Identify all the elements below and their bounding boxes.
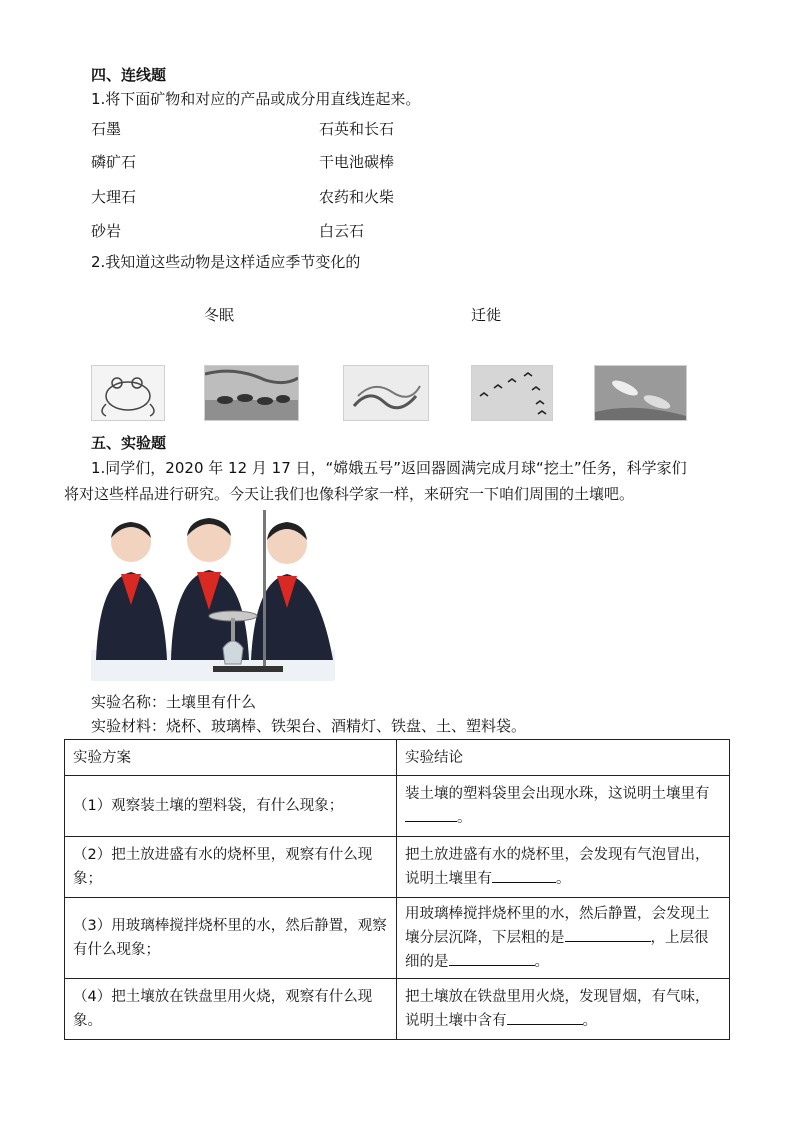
product-right-2: 干电池碳棒 <box>319 153 395 171</box>
conclusion-end: 。 <box>457 810 472 826</box>
conclusion-cell <box>397 837 730 898</box>
table-row <box>65 776 730 837</box>
conclusion-cell <box>397 979 730 1040</box>
answer-blank[interactable] <box>449 951 535 966</box>
plan-cell: （2）把土放进盛有水的烧杯里，观察有什么现象； <box>65 837 397 898</box>
conclusion-text: 装土壤的塑料袋里会出现水珠，这说明土壤里有 <box>405 786 710 802</box>
label-migration: 迁徙 <box>471 306 502 324</box>
section4-title: 四、连线题 <box>91 66 167 84</box>
table-row <box>65 837 730 898</box>
mineral-left-3: 大理石 <box>91 188 137 206</box>
mineral-left-2: 磷矿石 <box>91 153 137 171</box>
birds-icon <box>471 365 553 421</box>
experiment-table <box>64 739 730 1040</box>
table-row <box>65 898 730 979</box>
frog-icon <box>91 365 165 421</box>
answer-blank[interactable] <box>405 807 457 822</box>
fish-icon <box>594 365 687 421</box>
conclusion-text: 把土放进盛有水的烧杯里，会发现有气泡冒出，说明土壤里有 <box>405 847 710 887</box>
plan-cell: （3）用玻璃棒搅拌烧杯里的水，然后静置，观察有什么现象； <box>65 898 397 979</box>
question-2: 2.我知道这些动物是这样适应季节变化的 <box>91 253 361 271</box>
experiment-photo <box>91 510 335 681</box>
conclusion-cell <box>397 898 730 979</box>
conclusion-end: 。 <box>556 871 571 887</box>
mineral-left-1: 石墨 <box>91 120 122 138</box>
experiment-materials: 实验材料：烧杯、玻璃棒、铁架台、酒精灯、铁盘、土、塑料袋。 <box>91 717 527 735</box>
table-header-row <box>65 740 730 776</box>
conclusion-text: 用玻璃棒搅拌烧杯里的水，然后静置，会发现土壤分层沉降，下层粗的是 <box>405 906 710 946</box>
product-right-1: 石英和长石 <box>319 120 395 138</box>
conclusion-middle: ，上层很细的是 <box>405 930 709 970</box>
conclusion-text: 把土壤放在铁盘里用火烧，发现冒烟，有气味，说明土壤中含有 <box>405 989 710 1029</box>
product-right-4: 白云石 <box>319 222 365 240</box>
plan-cell: （4）把土壤放在铁盘里用火烧，观察有什么现象。 <box>65 979 397 1040</box>
header-conclusion: 实验结论 <box>397 740 730 776</box>
product-right-3: 农药和火柴 <box>319 188 395 206</box>
plan-cell: （1）观察装土壤的塑料袋，有什么现象； <box>65 776 397 837</box>
mineral-left-4: 砂岩 <box>91 222 122 240</box>
snake-icon <box>343 365 429 421</box>
intro-line-2: 将对这些样品进行研究。今天让我们也像科学家一样，来研究一下咱们周围的土壤吧。 <box>64 485 635 503</box>
table-row <box>65 979 730 1040</box>
question-1: 1.将下面矿物和对应的产品或成分用直线连起来。 <box>91 90 421 108</box>
conclusion-end: 。 <box>534 954 549 970</box>
elk-herd-icon <box>204 365 299 421</box>
answer-blank[interactable] <box>507 1010 583 1025</box>
experiment-name: 实验名称：土壤里有什么 <box>91 693 257 711</box>
label-hibernation: 冬眠 <box>204 306 235 324</box>
conclusion-cell <box>397 776 730 837</box>
answer-blank[interactable] <box>492 868 556 883</box>
section5-title: 五、实验题 <box>91 434 167 452</box>
intro-line-1: 1.同学们，2020 年 12 月 17 日，“嫦娥五号”返回器圆满完成月球“挖土”任务，科学家们 <box>91 459 687 477</box>
answer-blank[interactable] <box>565 927 651 942</box>
header-plan: 实验方案 <box>65 740 397 776</box>
conclusion-end: 。 <box>582 1013 597 1029</box>
